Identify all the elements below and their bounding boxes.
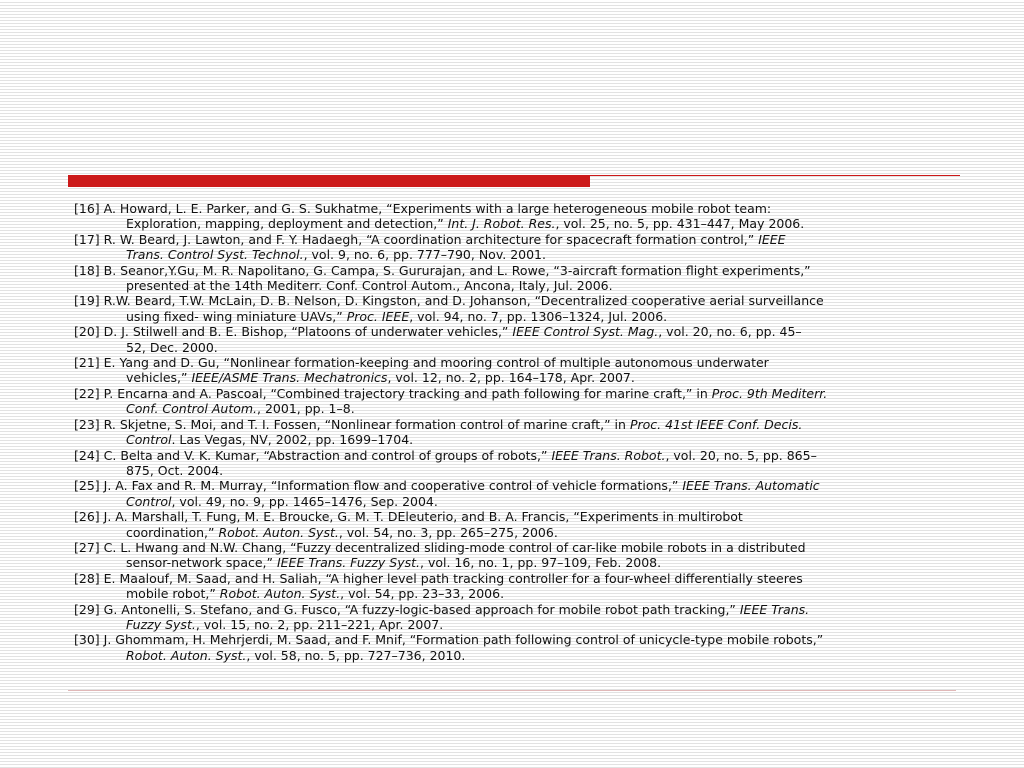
reference-authors-title: J. A. Fax and R. M. Murray, “Information flow and cooperative control of vehicle formations,” xyxy=(103,478,683,494)
reference-venue: IEEE Trans. Control Syst. Technol. xyxy=(126,231,786,263)
reference-venue: IEEE Trans. Automatic Control xyxy=(126,478,820,509)
reference-authors-title: J. Ghommam, H. Mehrjerdi, M. Saad, and F. Mnif, “Formation path following control of unicycle-type mobile robots,” xyxy=(103,632,824,648)
reference-label: [24] xyxy=(74,447,100,463)
reference-item xyxy=(74,201,958,232)
reference-authors-title: E. Yang and D. Gu, “Nonlinear formation-keeping and mooring control of multiple autonomous underwater vehicles,” xyxy=(103,355,769,386)
title-accent-bar xyxy=(68,175,590,187)
reference-venue: IEEE/ASME Trans. Mechatronics xyxy=(191,370,388,386)
reference-venue: IEEE Trans. Robot. xyxy=(551,447,666,463)
reference-venue: IEEE Trans. Fuzzy Syst. xyxy=(126,601,810,632)
reference-details: , vol. 15, no. 2, pp. 211–221, Apr. 2007. xyxy=(195,616,444,632)
reference-label: [21] xyxy=(74,355,100,371)
reference-details: , vol. 54, pp. 23–33, 2006. xyxy=(340,586,505,602)
reference-item xyxy=(74,324,958,355)
reference-details: , vol. 20, no. 6, pp. 45– 52, Dec. 2000. xyxy=(126,324,802,355)
reference-label: [28] xyxy=(74,570,100,586)
reference-venue: Robot. Auton. Syst. xyxy=(218,524,339,540)
reference-label: [16] xyxy=(74,201,100,216)
reference-details: , vol. 25, no. 5, pp. 431–447, May 2006. xyxy=(555,216,805,232)
reference-details: , vol. 16, no. 1, pp. 97–109, Feb. 2008. xyxy=(420,555,662,571)
reference-details: . Las Vegas, NV, 2002, pp. 1699–1704. xyxy=(171,432,414,448)
reference-authors-title: R. W. Beard, J. Lawton, and F. Y. Hadaegh, “A coordination architecture for spacecraft formation control,” xyxy=(103,231,759,247)
reference-item xyxy=(74,293,958,324)
reference-label: [17] xyxy=(74,231,100,247)
reference-item xyxy=(74,232,958,263)
reference-details: , vol. 94, no. 7, pp. 1306–1324, Jul. 2006. xyxy=(409,308,668,324)
reference-venue: Robot. Auton. Syst. xyxy=(126,647,247,663)
reference-authors-title: C. Belta and V. K. Kumar, “Abstraction and control of groups of robots,” xyxy=(103,447,552,463)
reference-label: [22] xyxy=(74,385,100,401)
reference-item xyxy=(74,509,958,540)
reference-label: [26] xyxy=(74,509,100,525)
reference-label: [20] xyxy=(74,324,100,340)
reference-venue: Int. J. Robot. Res. xyxy=(447,216,556,232)
reference-authors-title: G. Antonelli, S. Stefano, and G. Fusco, “A fuzzy-logic-based approach for mobile robot path tracking,” xyxy=(103,601,740,617)
reference-authors-title: C. L. Hwang and N.W. Chang, “Fuzzy decentralized sliding-mode control of car-like mobile robots in a distributed sensor-network space,” xyxy=(103,539,806,571)
footer-rule xyxy=(68,690,956,691)
reference-details: , vol. 12, no. 2, pp. 164–178, Apr. 2007. xyxy=(387,370,635,386)
reference-venue: IEEE Control Syst. Mag. xyxy=(512,324,659,340)
reference-label: [19] xyxy=(74,293,100,309)
reference-details: , vol. 58, no. 5, pp. 727–736, 2010. xyxy=(246,647,466,663)
reference-list xyxy=(74,201,958,663)
reference-label: [30] xyxy=(74,632,100,648)
reference-label: [18] xyxy=(74,262,100,278)
reference-details: , 2001, pp. 1–8. xyxy=(257,401,355,417)
reference-venue: Proc. 9th Mediterr. Conf. Control Autom. xyxy=(126,385,828,417)
title-accent-line xyxy=(590,175,960,176)
reference-item xyxy=(74,386,958,417)
reference-item xyxy=(74,632,958,663)
reference-label: [29] xyxy=(74,601,100,617)
reference-item xyxy=(74,571,958,602)
reference-venue: IEEE Trans. Fuzzy Syst. xyxy=(276,555,420,571)
reference-item xyxy=(74,355,958,386)
reference-authors-title: E. Maalouf, M. Saad, and H. Saliah, “A higher level path tracking controller for a four-wheel differentially steeres mobile robot,” xyxy=(103,570,803,602)
reference-venue: Robot. Auton. Syst. xyxy=(219,586,341,602)
reference-venue: Proc. 41st IEEE Conf. Decis. Control xyxy=(126,416,803,448)
reference-item xyxy=(74,263,958,294)
reference-authors-title: R. Skjetne, S. Moi, and T. I. Fossen, “Nonlinear formation control of marine craft,” in xyxy=(103,416,630,432)
reference-item xyxy=(74,602,958,633)
reference-authors-title: A. Howard, L. E. Parker, and G. S. Sukhatme, “Experiments with a large heterogeneous mobile robot team: Exploration, mapping, deployment and detection,” xyxy=(103,201,772,232)
reference-details: , vol. 20, no. 5, pp. 865– 875, Oct. 2004. xyxy=(126,447,817,478)
reference-item xyxy=(74,478,958,509)
reference-authors-title: J. A. Marshall, T. Fung, M. E. Broucke, G. M. T. DEleuterio, and B. A. Francis, “Experiments in multirobot coordination,” xyxy=(103,509,743,540)
reference-venue: Proc. IEEE xyxy=(346,308,410,324)
reference-authors-title: P. Encarna and A. Pascoal, “Combined trajectory tracking and path following for marine craft,” in xyxy=(103,385,712,401)
reference-label: [27] xyxy=(74,539,100,555)
reference-details: , vol. 9, no. 6, pp. 777–790, Nov. 2001. xyxy=(303,247,546,263)
reference-authors-title: D. J. Stilwell and B. E. Bishop, “Platoons of underwater vehicles,” xyxy=(103,324,513,340)
reference-label: [23] xyxy=(74,416,100,432)
reference-label: [25] xyxy=(74,478,100,494)
reference-authors-title: R.W. Beard, T.W. McLain, D. B. Nelson, D. Kingston, and D. Johanson, “Decentralized cooperative aerial surveillance using fixed- wing miniature UAVs,” xyxy=(103,293,824,324)
reference-item xyxy=(74,448,958,479)
reference-details: , vol. 49, no. 9, pp. 1465–1476, Sep. 2004. xyxy=(171,493,438,509)
reference-item xyxy=(74,417,958,448)
reference-authors-title: B. Seanor,Y.Gu, M. R. Napolitano, G. Campa, S. Gururajan, and L. Rowe, “3-aircraft formation flight experiments,” presented at the 14th Mediterr. Conf. Control Autom., Ancona, Italy, Jul. 2006. xyxy=(103,262,811,294)
reference-details: , vol. 54, no. 3, pp. 265–275, 2006. xyxy=(338,524,558,540)
reference-item xyxy=(74,540,958,571)
